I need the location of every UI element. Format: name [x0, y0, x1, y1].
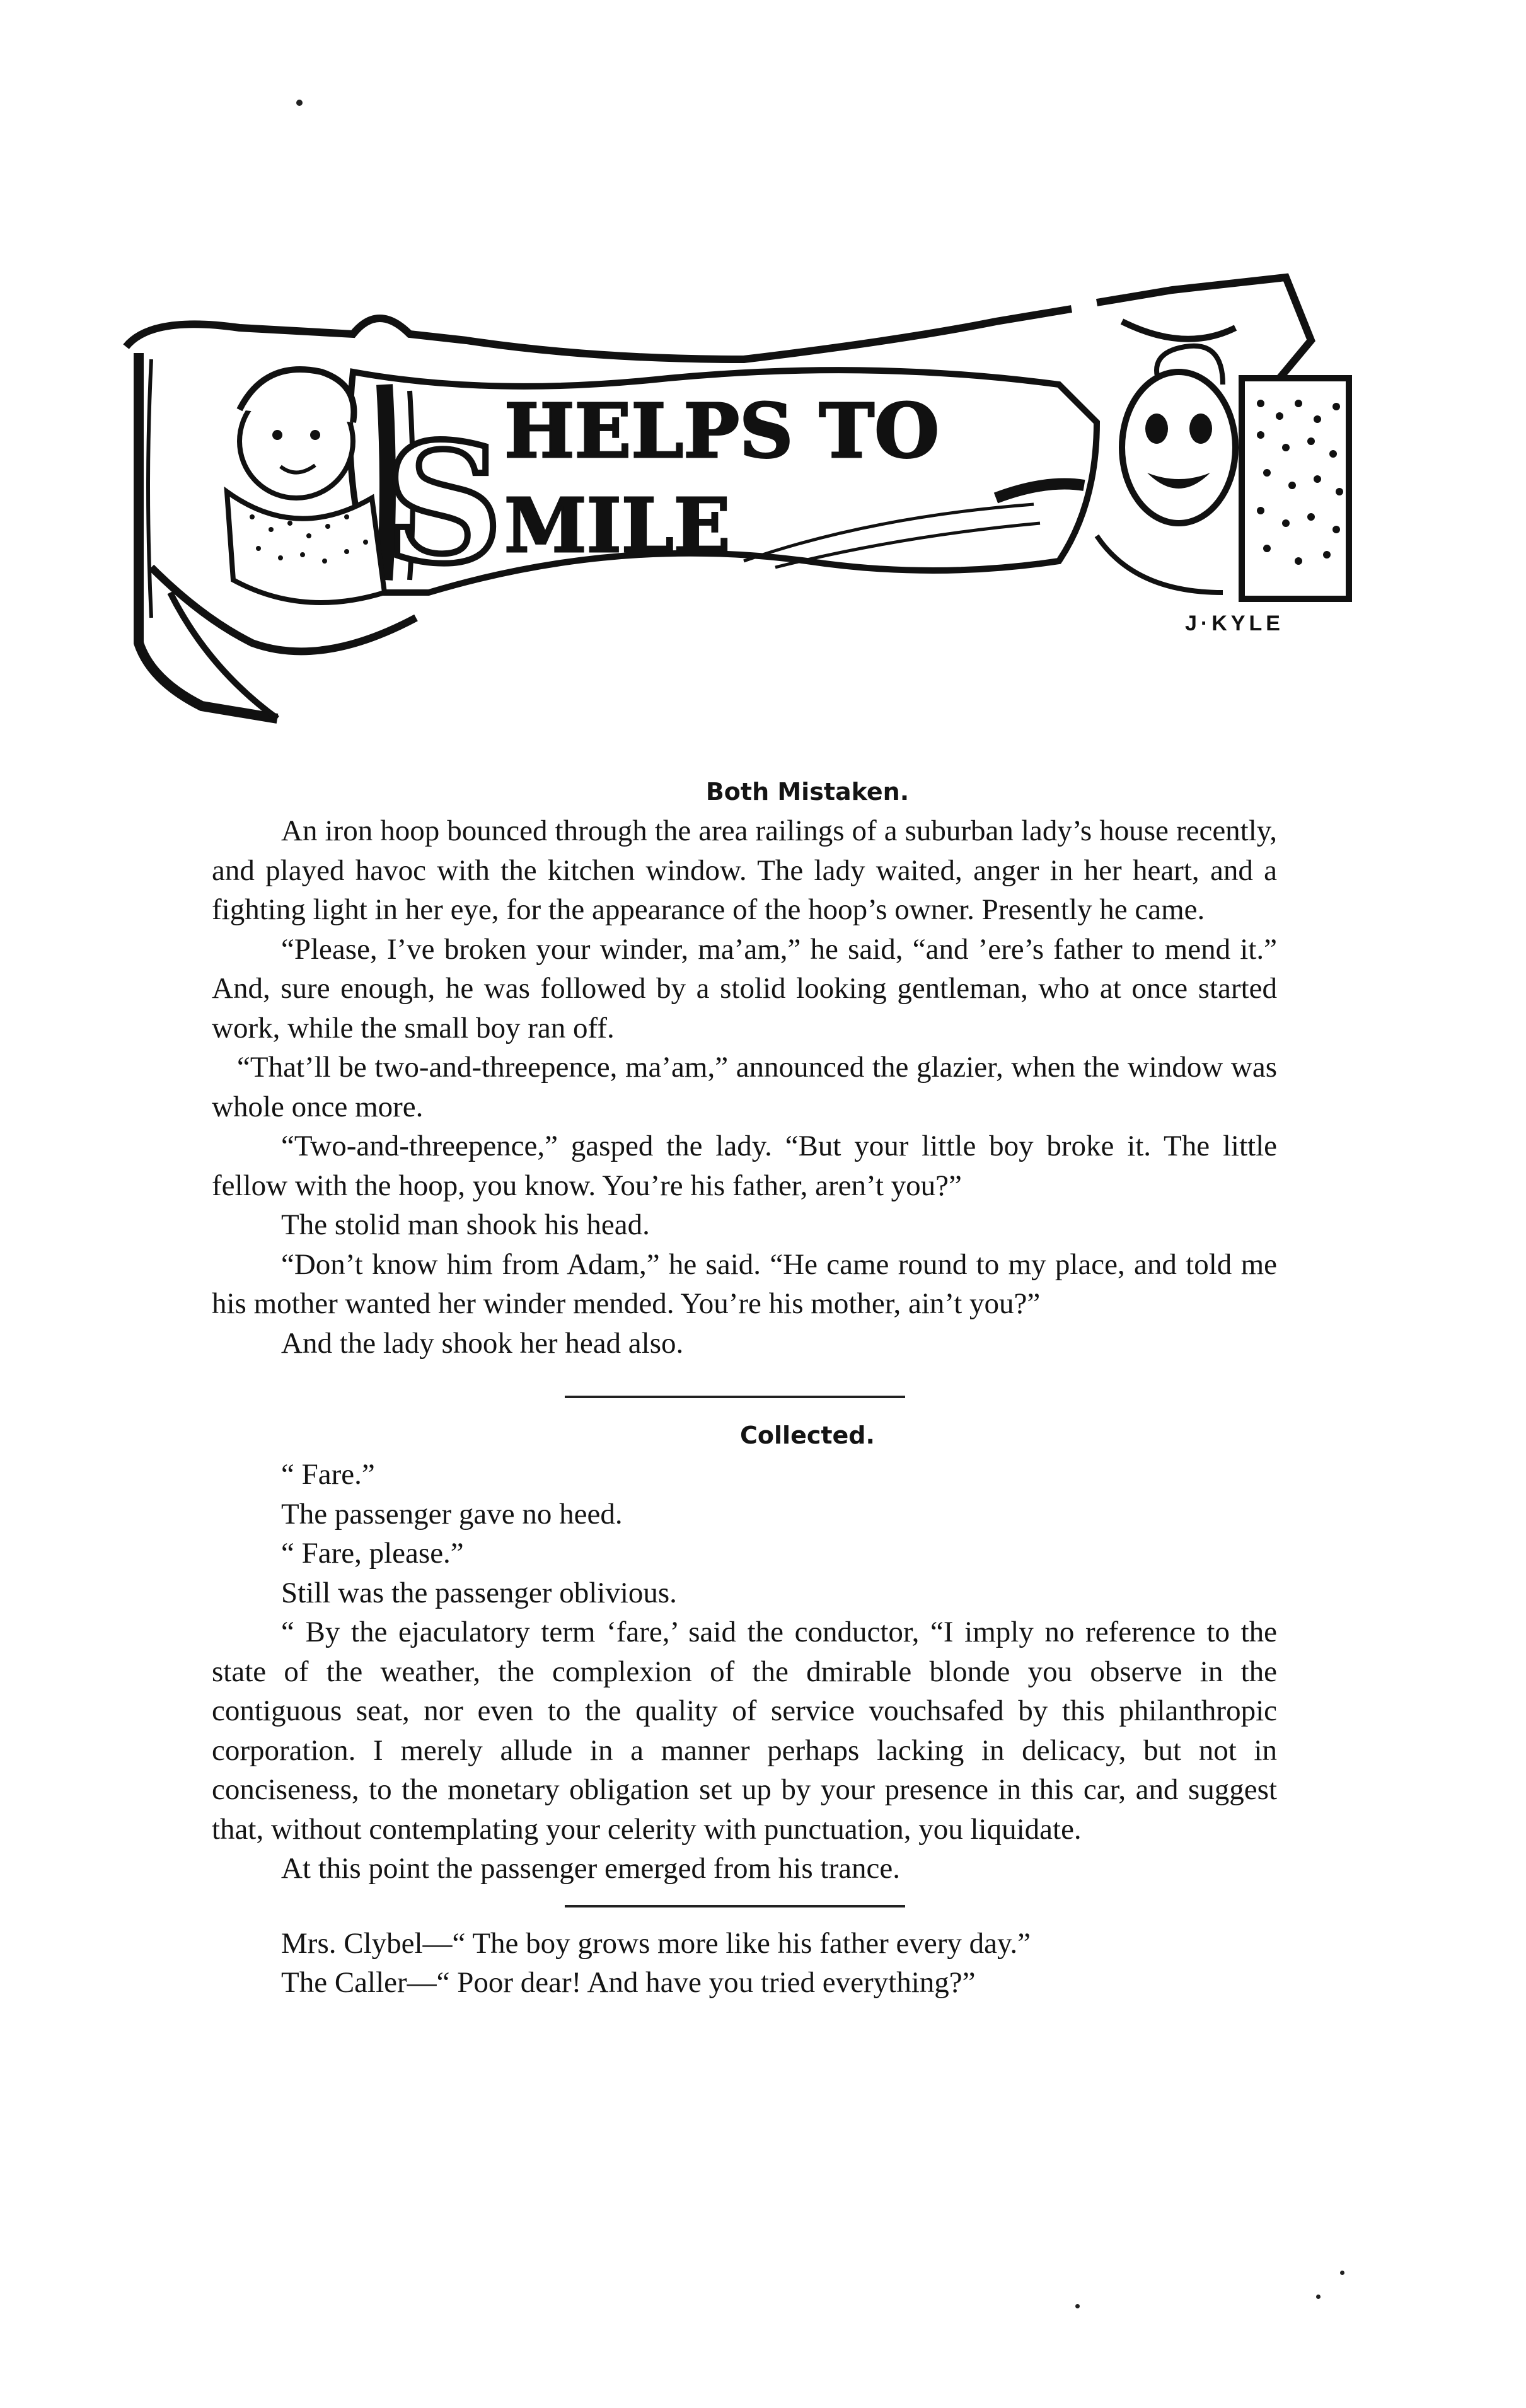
banner-title-line-2: MILE — [504, 482, 731, 569]
paragraph: An iron hoop bounced through the area railings of a suburban lady’s house recently, and played havoc with the kitchen window. The lady waited, anger in her heart, and a fighting light in her eye, for the appearance of the hoop’s owner. Presently he came. — [212, 814, 1277, 926]
paragraph: “That’ll be two-and-threepence, ma’am,” announced the glazier, when the window was whole once more. — [212, 1051, 1277, 1123]
section-divider — [565, 1396, 905, 1398]
paragraph: Still was the passenger oblivious. — [281, 1576, 677, 1609]
closing-joke — [212, 1924, 1277, 2003]
paragraph: “Please, I’ve broken your winder, ma’am,” he said, “and ’ere’s father to mend it.” And, sure enough, he was followed by a stolid looking gentleman, who at once started work, while the small boy ran off. — [212, 932, 1277, 1045]
paragraph: “ By the ejaculatory term ‘fare,’ said the conductor, “I imply no reference to the state of the weather, the complexion of the dmirable blonde you observe in the contiguous seat, nor even to the quality of service vouchsafed by this philanthropic corporation. I merely allude in a manner perhaps lacking in delicacy, but not in conciseness, to the monetary obligation set up by your presence in this car, and suggest that, without contemplating your celerity with punctuation, you liquidate. — [212, 1616, 1277, 1846]
paragraph: The passenger gave no heed. — [281, 1497, 623, 1531]
paragraph: “Two-and-threepence,” gasped the lady. “But your little boy broke it. The little fellow with the hoop, you know. You’re his father, aren’t you?” — [212, 1130, 1277, 1202]
section-divider — [565, 1905, 905, 1907]
banner-title-line-1: HELPS TO — [504, 387, 940, 475]
article-body — [212, 772, 1277, 2003]
artist-signature: J·KYLE — [1185, 611, 1284, 635]
paragraph: “ Fare.” — [281, 1458, 375, 1491]
paragraph: “Don’t know him from Adam,” he said. “He came round to my place, and told me his mother wanted her winder mended. You’re his mother, ain’t you?” — [212, 1247, 1277, 1320]
paragraph: The stolid man shook his head. — [281, 1208, 650, 1241]
section-heading: Both Mistaken. — [705, 778, 910, 806]
paragraph: At this point the passenger emerged from his trance. — [281, 1852, 900, 1885]
dialogue-line: Mrs. Clybel—“ The boy grows more like his father every day.” — [281, 1926, 1031, 1960]
section-heading: Collected. — [740, 1421, 875, 1449]
ink-speck — [1340, 2271, 1344, 2275]
paragraph: And the lady shook her head also. — [281, 1326, 684, 1360]
ink-speck — [1075, 2304, 1080, 2308]
section-both-mistaken — [212, 772, 1277, 1363]
dialogue-line: The Caller—“ Poor dear! And have you tried everything?” — [281, 1966, 976, 1999]
ink-speck — [296, 100, 303, 106]
paragraph: “ Fare, please.” — [281, 1537, 464, 1570]
banner-title-initial: S — [384, 408, 503, 600]
section-collected — [212, 1416, 1277, 1889]
banner-illustration — [113, 265, 1374, 756]
helps-to-smile-banner — [113, 265, 1374, 756]
ink-speck — [1316, 2295, 1321, 2299]
